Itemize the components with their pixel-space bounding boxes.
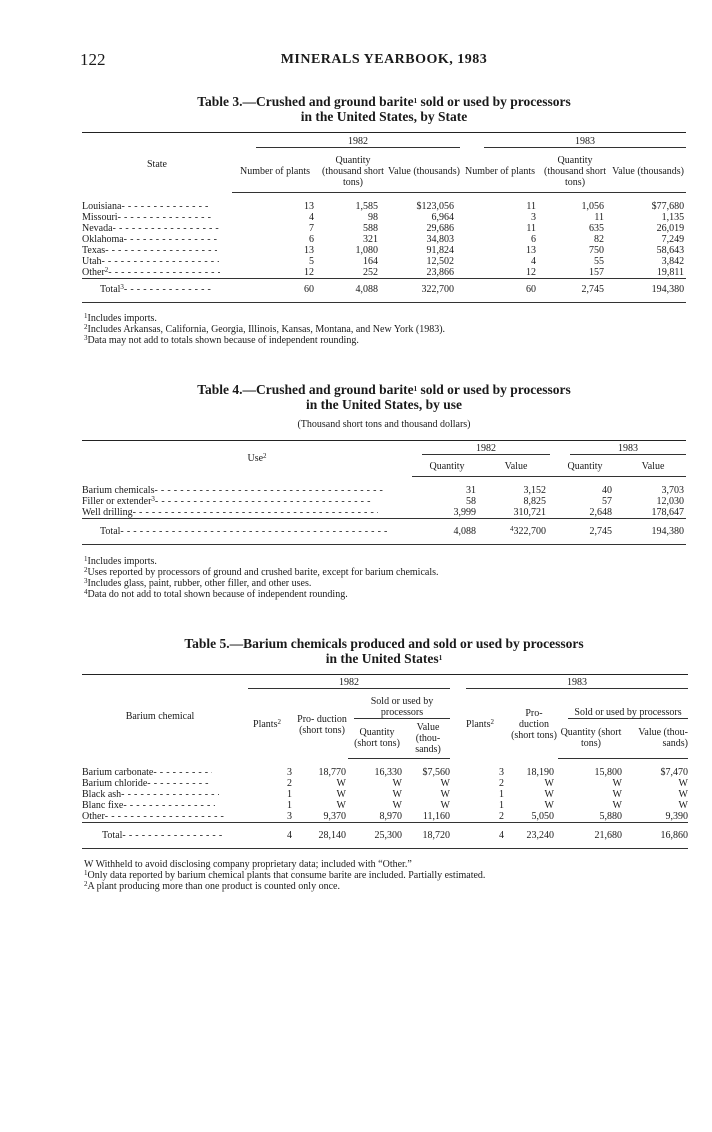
table-cell: $^4$322,700 [510, 524, 546, 537]
table-cell: W [392, 788, 402, 800]
dot-leader [118, 212, 213, 223]
row-label-text: Total [102, 829, 123, 841]
row-label-text: Blanc fixe [82, 799, 124, 811]
table-row [82, 212, 686, 223]
table-cell: 18,190 [526, 766, 554, 778]
row-label [82, 496, 412, 507]
table-cell: 3,999 [453, 506, 476, 518]
table-cell: 91,824 [426, 244, 455, 256]
running-title: MINERALS YEARBOOK, 1983 [280, 52, 488, 67]
table-row [82, 201, 686, 212]
table5-header-sold-1983: Sold or used by processors [568, 707, 688, 719]
row-label [82, 256, 232, 267]
row-label [82, 524, 412, 538]
table-cell: 2 [287, 777, 292, 789]
table5-total-row [82, 828, 688, 842]
table-cell: 5,880 [599, 810, 622, 822]
table-row [82, 245, 686, 256]
table-cell: 12 [304, 266, 314, 278]
row-label-text: Other [82, 810, 105, 822]
table3-header-plants-1983: Number of plants [460, 151, 540, 193]
table-row [82, 223, 686, 234]
table3-body [82, 201, 686, 279]
row-label-text: Barium chemicals [82, 484, 155, 496]
footnote-text: W Withheld to avoid disclosing company proprietary data; included with “Other.” [84, 859, 412, 870]
table-cell: 40 [602, 484, 612, 496]
table-cell: 164 [363, 255, 378, 267]
row-label-text: Total [100, 283, 121, 295]
table3-header-value-1982: Value (thousands) [388, 151, 460, 193]
table-cell: 15,800 [594, 766, 622, 778]
table4-header-value-1982: Value [482, 457, 550, 477]
table-cell: 18,720 [422, 829, 450, 841]
footnote-marker: 2 [84, 566, 88, 574]
dot-leader [124, 284, 214, 295]
row-label [82, 245, 232, 256]
table-cell: 5,050 [531, 810, 554, 822]
footnote [84, 589, 684, 600]
table4-year1: 1982 [422, 443, 550, 455]
table5-header-value-1983: Value (thou- sands) [624, 719, 688, 759]
footnote [84, 324, 684, 335]
table-cell: 6 [531, 233, 537, 245]
row-label [82, 212, 232, 223]
row-label-text: Texas [82, 244, 106, 256]
table-cell: W [392, 799, 402, 811]
footnote-marker: 2 [84, 323, 88, 331]
table-cell: 1 [287, 799, 292, 811]
table-cell: 6 [309, 233, 314, 245]
dot-leader [113, 223, 219, 234]
table4-subtitle: (Thousand short tons and thousand dollars) [297, 419, 471, 430]
table-row [82, 800, 688, 811]
table-cell: 7,249 [661, 233, 685, 245]
table-cell: $77,680 [651, 200, 685, 212]
table-cell: W [440, 799, 450, 811]
table-cell: W [336, 799, 346, 811]
table-cell: 1,056 [581, 200, 605, 212]
table-cell: W [440, 788, 450, 800]
table-cell: 2,648 [589, 506, 612, 518]
page-number: 122 [80, 50, 106, 69]
table-row [82, 811, 688, 823]
footnote-ref: 3 [151, 495, 155, 503]
page-header [80, 50, 688, 74]
table-cell: 5 [309, 255, 314, 267]
table-cell: 588 [363, 222, 378, 234]
table-cell: W [678, 777, 688, 789]
footnote-marker: 1 [84, 555, 88, 563]
table-cell: 58 [466, 495, 476, 507]
table-cell: 34,803 [426, 233, 455, 245]
table-cell: 4 [499, 829, 504, 841]
table-cell: $7,560 [422, 766, 450, 778]
table-cell: 194,380 [651, 525, 684, 537]
table-cell: W [612, 788, 622, 800]
table3 [82, 132, 686, 303]
table-cell: 9,390 [665, 810, 688, 822]
dot-leader [101, 256, 219, 267]
table-cell: $123,056 [416, 200, 455, 212]
table-cell: 12 [526, 266, 537, 278]
table-cell: 13 [304, 244, 314, 256]
table5-header-plants-1983: Plants$^2$ [466, 718, 494, 730]
table-cell: 4 [309, 211, 314, 223]
footnote [84, 313, 684, 324]
table-cell: 60 [304, 283, 314, 295]
table-cell: 98 [368, 211, 378, 223]
footnote-text: Only data reported by barium chemical plants that consume barite are included. Partially estimated. [87, 870, 486, 881]
table-cell: 29,686 [426, 222, 455, 234]
table-cell: 25,300 [374, 829, 402, 841]
table-cell: W [336, 777, 346, 789]
table4-year2: 1983 [570, 443, 686, 455]
dot-leader [155, 496, 372, 507]
table-cell: W [612, 799, 622, 811]
footnote-text: Includes Arkansas, California, Georgia, Illinois, Kansas, Montana, and New York (1983). [87, 324, 446, 335]
table-cell: W [678, 799, 688, 811]
table5-header-production-1983: Pro- duction (short tons) [511, 708, 557, 741]
table3-total-row [82, 282, 686, 296]
footnote [84, 567, 684, 578]
table-cell: $7,470 [660, 766, 688, 778]
table5-header-sold-1982: Sold or used by processors [354, 696, 450, 719]
table5-header-plants-1982: Plants$^2$ [253, 718, 281, 730]
row-label [82, 201, 232, 212]
table-cell: 3,152 [523, 484, 546, 496]
footnote-ref: 2 [104, 266, 109, 274]
table-cell: 321 [363, 233, 378, 245]
footnote-text: Data may not add to totals shown because of independent rounding. [87, 335, 359, 346]
table3-title: Table 3.—Crushed and ground barite$^1$ sold or used by processors in the United States, by State [197, 94, 571, 124]
footnote-text: Includes imports. [87, 313, 157, 324]
footnote-text: Data do not add to total shown because of independent rounding. [87, 589, 348, 600]
table-cell: 7 [309, 222, 314, 234]
table-cell: 12,502 [426, 255, 455, 267]
table-cell: 12,030 [656, 495, 684, 507]
table-cell: 6,964 [431, 211, 455, 223]
table-cell: 19,811 [656, 266, 685, 278]
table3-header-value-1983: Value (thousands) [610, 151, 686, 193]
row-label-text: Barium chloride [82, 777, 148, 789]
dot-leader [108, 267, 220, 278]
table-cell: 2,745 [589, 525, 612, 537]
footnote-text: A plant producing more than one product is counted only once. [87, 881, 340, 892]
row-label [82, 223, 232, 234]
table-cell: 310,721 [513, 506, 546, 518]
table-cell: 16,330 [374, 766, 402, 778]
table-cell: 9,370 [323, 810, 346, 822]
table5-header-qty-1982: Quantity (short tons) [348, 719, 406, 759]
row-label [82, 828, 238, 842]
footnote-text: Includes imports. [87, 556, 157, 567]
table-cell: 1 [499, 799, 504, 811]
row-label [82, 800, 238, 811]
row-label-text: Nevada [82, 222, 113, 234]
table4-header-use: Use$^2$ [82, 441, 412, 477]
footnote-marker: 1 [84, 312, 88, 320]
row-label [82, 811, 238, 823]
table-cell: 194,380 [651, 283, 685, 295]
row-label-text: Utah [82, 255, 102, 267]
table-cell: 28,140 [318, 829, 346, 841]
table-cell: 57 [602, 495, 612, 507]
table4-footnotes [84, 556, 684, 600]
table4-header-qty-1983: Quantity [550, 457, 620, 477]
row-label [82, 267, 232, 279]
row-label-text: Black ash [82, 788, 122, 800]
table-cell: 635 [589, 222, 605, 234]
row-label-text: Other [82, 266, 105, 278]
table5-year1: 1982 [248, 677, 450, 689]
table-cell: 4,088 [453, 525, 476, 537]
row-label-text: Total [100, 525, 121, 537]
table-row [82, 789, 688, 800]
footnote [84, 556, 684, 567]
table-cell: 252 [363, 266, 378, 278]
table-row [82, 767, 688, 778]
footnote-marker: 3 [84, 334, 88, 342]
table5-header-chemical: Barium chemical [82, 675, 238, 759]
table-row [82, 234, 686, 245]
footnote-marker: 1 [84, 869, 88, 877]
table-row [82, 485, 686, 496]
table3-year2: 1983 [484, 136, 686, 148]
table-cell: 82 [594, 233, 605, 245]
row-label-text: Barium carbonate [82, 766, 154, 778]
table5-header-qty-1983: Quantity (short tons) [558, 719, 624, 759]
table3-footnotes [84, 313, 684, 346]
footnote [84, 881, 684, 892]
dot-leader [105, 245, 217, 256]
footnote-marker: 2 [84, 880, 88, 888]
table-cell: 23,240 [526, 829, 554, 841]
footnote [84, 870, 684, 881]
table4-body [82, 485, 686, 519]
dot-leader [105, 811, 225, 822]
footnote-text: Includes glass, paint, rubber, other filler, and other uses. [87, 578, 312, 589]
footnote [84, 578, 684, 589]
table4-title: Table 4.—Crushed and ground barite$^1$ sold or used by processors in the United States, by use [197, 382, 571, 412]
footnote-ref: 4 [510, 524, 514, 533]
table3-header-state: State [82, 133, 232, 193]
table-cell: W [544, 777, 554, 789]
footnote-text: Uses reported by processors of ground and crushed barite, except for barium chemicals. [87, 567, 439, 578]
dot-leader [124, 234, 219, 245]
row-label [82, 767, 238, 778]
table-cell: 3 [531, 211, 537, 223]
table-cell: 1,135 [661, 211, 685, 223]
table-cell: 21,680 [594, 829, 622, 841]
table-cell: 11 [526, 200, 537, 212]
row-label-text: Well drilling [82, 506, 133, 518]
table-cell: 2 [499, 777, 504, 789]
dot-leader [153, 767, 211, 778]
dot-leader [123, 800, 215, 811]
table-cell: 178,647 [651, 506, 684, 518]
table3-header-qty-1982: Quantity (thousand short tons) [318, 151, 388, 193]
footnote-ref: 3 [120, 282, 124, 291]
table-cell: 16,860 [660, 829, 688, 841]
table-cell: 2 [499, 810, 504, 822]
table-cell: W [440, 777, 450, 789]
table-row [82, 256, 686, 267]
table3-year1: 1982 [256, 136, 460, 148]
table-cell: 58,643 [656, 244, 685, 256]
row-label-text: Filler or extender [82, 495, 152, 507]
table-cell: W [544, 799, 554, 811]
table-cell: 26,019 [656, 222, 685, 234]
row-label [82, 507, 412, 519]
table5-header-production-1982: Pro- duction (short tons) [297, 713, 347, 736]
table-cell: W [612, 777, 622, 789]
table-cell: W [392, 777, 402, 789]
footnote [84, 335, 684, 346]
table3-header-plants-1982: Number of plants [232, 151, 318, 193]
table-cell: 8,970 [379, 810, 402, 822]
table-cell: 55 [594, 255, 605, 267]
table-cell: 2,745 [581, 283, 605, 295]
table-cell: 1 [287, 788, 292, 800]
row-label-text: Missouri [82, 211, 118, 223]
row-label [82, 234, 232, 245]
table-cell: 3,703 [661, 484, 684, 496]
dot-leader [147, 778, 211, 789]
table-cell: 23,866 [426, 266, 455, 278]
table-cell: 8,825 [523, 495, 546, 507]
table-cell: 18,770 [318, 766, 346, 778]
table-cell: W [544, 788, 554, 800]
table3-header-qty-1983: Quantity (thousand short tons) [540, 151, 610, 193]
row-label [82, 485, 412, 496]
table4 [82, 440, 686, 545]
table-cell: 11 [594, 211, 605, 223]
table-cell: 4 [531, 255, 537, 267]
dot-leader [121, 789, 219, 800]
dot-leader [120, 526, 390, 537]
dot-leader [154, 485, 382, 496]
footnote-marker: 4 [84, 588, 88, 596]
table-cell: 750 [589, 244, 605, 256]
table-cell: W [678, 788, 688, 800]
row-label [82, 789, 238, 800]
table-row [82, 267, 686, 279]
row-label [82, 282, 232, 296]
row-label [82, 778, 238, 789]
dot-leader [121, 201, 211, 212]
table4-header-qty-1982: Quantity [412, 457, 482, 477]
table5-header-value-1982: Value (thou- sands) [406, 719, 450, 759]
table-cell: 4,088 [355, 283, 378, 295]
dot-leader [133, 507, 378, 518]
dot-leader [122, 830, 222, 841]
table-cell: 11,160 [422, 810, 450, 822]
row-label-text: Louisiana [82, 200, 122, 212]
table-cell: 3 [499, 766, 504, 778]
table-cell: 1 [499, 788, 504, 800]
table-row [82, 778, 688, 789]
table5-title: Table 5.—Barium chemicals produced and sold or used by processors in the United States$^1$ [184, 636, 584, 666]
table-cell: 3 [287, 766, 292, 778]
row-label-text: Oklahoma [82, 233, 124, 245]
table-row [82, 507, 686, 519]
table-cell: 60 [526, 283, 537, 295]
table-cell: 157 [589, 266, 605, 278]
table-cell: 322,700 [421, 283, 455, 295]
table-cell: 13 [304, 200, 314, 212]
table-cell: 4 [287, 829, 292, 841]
footnote [84, 859, 684, 870]
table-cell: 31 [466, 484, 476, 496]
table4-header-value-1983: Value [620, 457, 686, 477]
table5 [82, 674, 688, 849]
table5-footnotes [84, 859, 684, 892]
table-cell: 1,080 [355, 244, 378, 256]
table-cell: 11 [526, 222, 537, 234]
table-cell: 3,842 [661, 255, 685, 267]
table-cell: 3 [287, 810, 292, 822]
table-cell: 13 [526, 244, 537, 256]
table5-year2: 1983 [466, 677, 688, 689]
table5-body [82, 767, 688, 823]
table-row [82, 496, 686, 507]
footnote-marker: 3 [84, 577, 88, 585]
table-cell: 1,585 [355, 200, 378, 212]
table4-total-row [82, 524, 686, 538]
table-cell: W [336, 788, 346, 800]
